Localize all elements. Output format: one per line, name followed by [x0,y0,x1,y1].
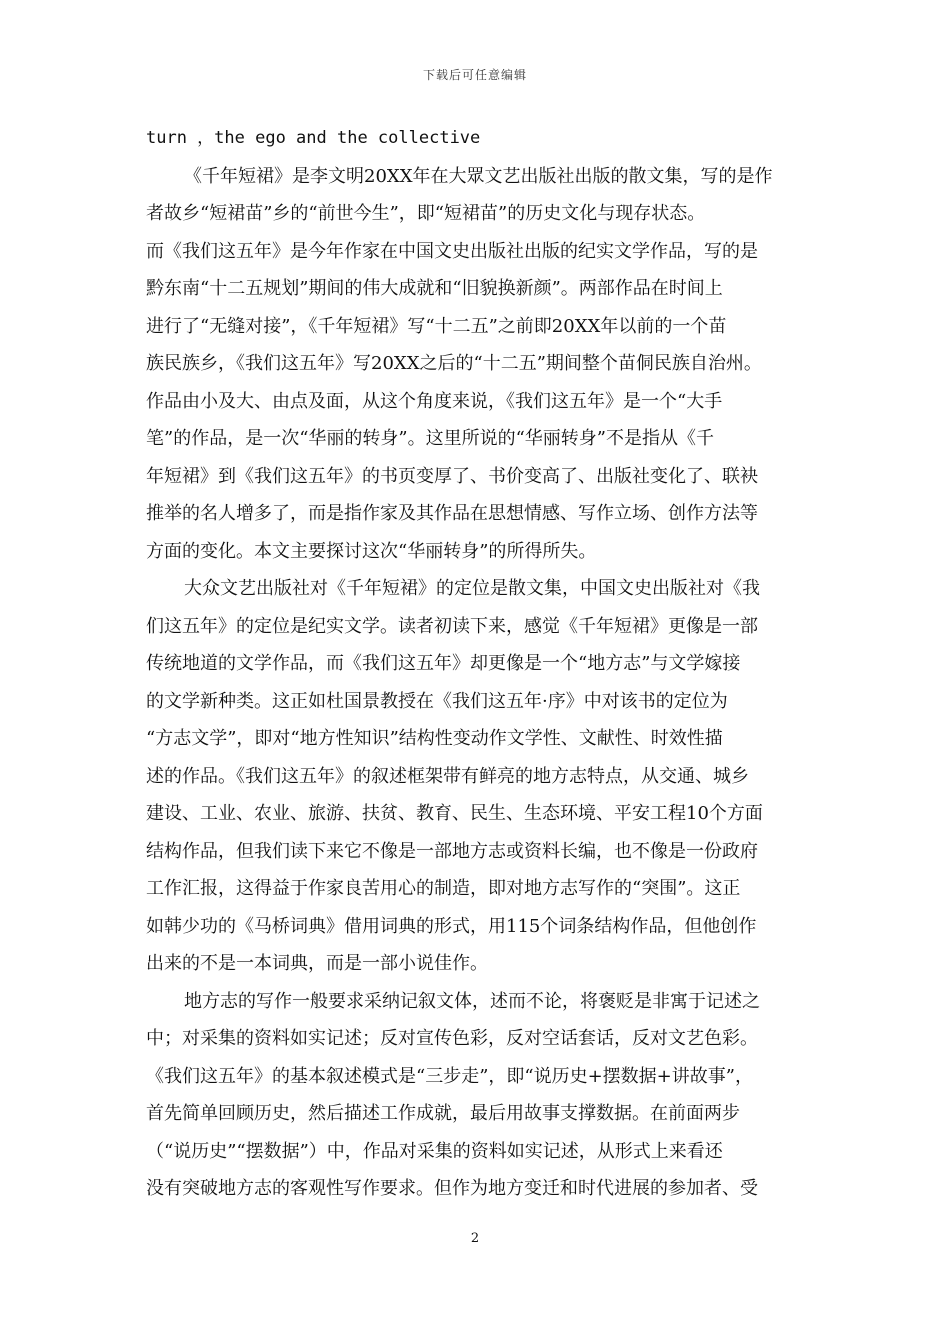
text-line: 没有突破地方志的客观性写作要求。但作为地方变迁和时代进展的参加者、受 [146,1178,758,1199]
page-number: 2 [470,1231,480,1246]
text-line: 如韩少功的《马桥词典》借用词典的形式，用115个词条结构作品，但他创作 [146,915,757,937]
text-line: 中；对采集的资料如实记述；反对宣传色彩，反对空话套话，反对文艺色彩。 [146,1028,758,1049]
text-line: 首先简单回顾历史，然后描述工作成就，最后用故事支撑数据。在前面两步 [146,1103,740,1124]
page-header: 下载后可任意编辑 [422,68,527,82]
paragraph-first-line: 《千年短裙》是李文明20XX年在大眾文艺出版社出版的散文集，写的是作 [184,165,773,187]
text-line: 黔东南“十二五规划”期间的伟大成就和“旧貌换新颜”。两部作品在时间上 [146,278,723,299]
paragraph-first-line: 地方志的写作一般要求采纳记叙文体，述而不论，将褒贬是非寓于记述之 [184,990,760,1012]
text-line: 出来的不是一本词典，而是一部小说佳作。 [146,953,488,974]
document-body [146,120,806,1208]
text-line: 族民族乡，《我们这五年》写20XX之后的“十二五”期间整个苗侗民族自治州。 [146,353,762,374]
text-line: 们这五年》的定位是纪实文学。读者初读下来，感觉《千年短裙》更像是一部 [146,615,758,637]
text-line: 进行了“无缝对接”，《千年短裙》写“十二五”之前即20XX年以前的一个苗 [146,315,727,337]
paragraph-first-line: 大众文艺出版社对《千年短裙》的定位是散文集，中国文史出版社对《我 [184,578,760,599]
text-line: 推举的名人增多了，而是指作家及其作品在思想情感、写作立场、创作方法等 [146,503,758,524]
text-line: 者故乡“短裙苗”乡的“前世今生”，即“短裙苗”的历史文化与现存状态。 [146,203,706,224]
text-line: 建设、工业、农业、旅游、扶贫、教育、民生、生态环境、平安工程10个方面 [146,803,763,824]
text-line: 《我们这五年》的基本叙述模式是“三步走”，即“说历史+摆数据+讲故事”， [146,1065,753,1087]
text-line: 笔”的作品，是一次“华丽的转身”。这里所说的“华丽转身”不是指从《千 [146,428,715,449]
text-line: 方面的变化。本文主要探讨这次“华丽转身”的所得所失。 [146,540,597,562]
text-line: 结构作品，但我们读下来它不像是一部地方志或资料长编，也不像是一份政府 [146,840,758,862]
text-line: （“说历史”“摆数据”）中，作品对采集的资料如实记述，从形式上来看还 [146,1140,723,1162]
text-line: 述的作品。《我们这五年》的叙述框架带有鲜亮的地方志特点，从交通、城乡 [146,765,749,787]
text-line: 而《我们这五年》是今年作家在中国文史出版社出版的纪实文学作品，写的是 [146,240,758,262]
text-line: 工作汇报，这得益于作家良苦用心的制造，即对地方志写作的“突围”。这正 [146,878,741,899]
text-line: turn ，the ego and the collective [146,128,481,148]
text-line: 的文学新种类。这正如杜国景教授在《我们这五年·序》中对该书的定位为 [146,690,728,712]
text-line: 作品由小及大、由点及面，从这个角度来说，《我们这五年》是一个“大手 [146,390,723,412]
text-line: “方志文学”，即对“地方性知识”结构性变动作文学性、文献性、时效性描 [146,728,723,749]
text-line: 年短裙》到《我们这五年》的书页变厚了、书价变高了、出版社变化了、联袂 [146,465,758,487]
text-line: 传统地道的文学作品，而《我们这五年》却更像是一个“地方志”与文学嫁接 [146,653,741,674]
